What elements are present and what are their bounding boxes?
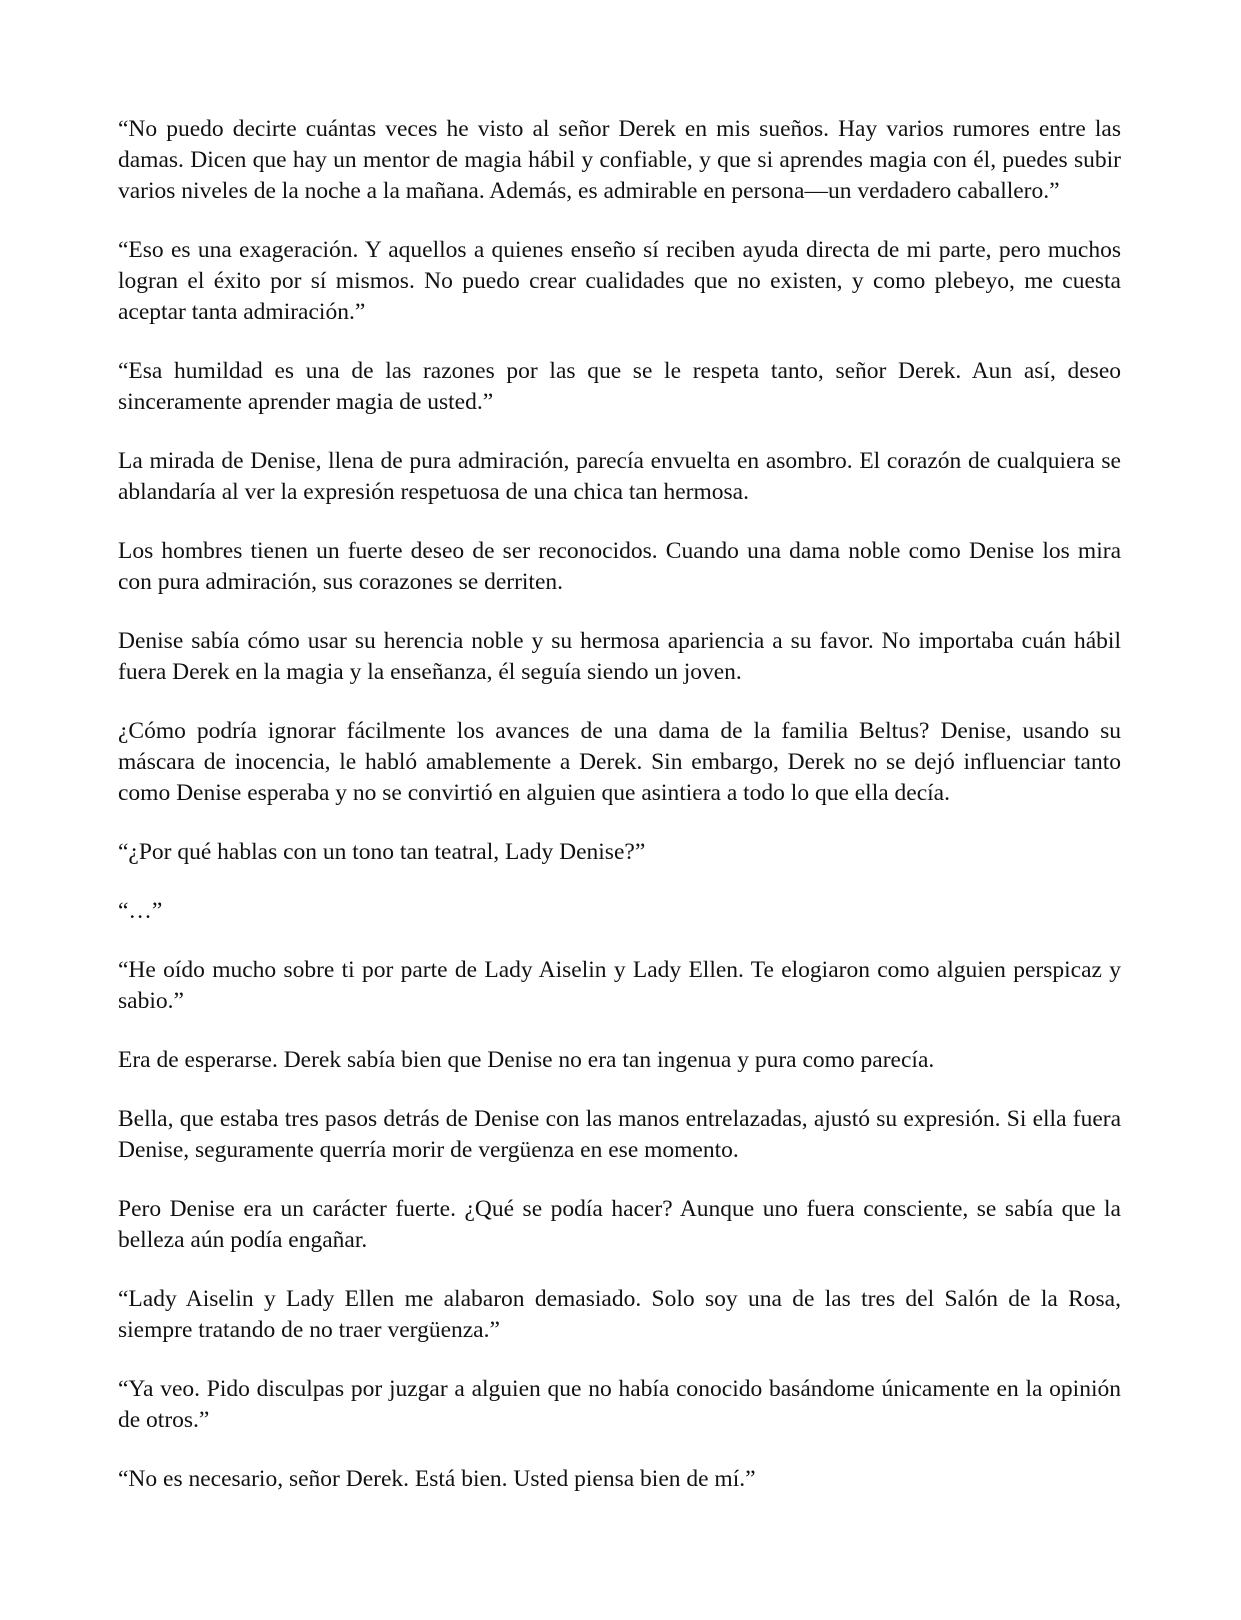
paragraph: “No es necesario, señor Derek. Está bien. Usted piensa bien de mí.” bbox=[118, 1466, 756, 1492]
paragraph: Pero Denise era un carácter fuerte. ¿Qué se podía hacer? Aunque uno fuera consciente, se sabía que la belleza aún podía engañar. bbox=[118, 1196, 1121, 1253]
paragraph: “Esa humildad es una de las razones por las que se le respeta tanto, señor Derek. Aun así, deseo sinceramente aprender magia de usted.” bbox=[118, 358, 1121, 415]
paragraph: Denise sabía cómo usar su herencia noble y su hermosa apariencia a su favor. No importaba cuán hábil fuera Derek en la magia y la enseñanza, él seguía siendo un joven. bbox=[118, 628, 1121, 685]
paragraph: “¿Por qué hablas con un tono tan teatral, Lady Denise?” bbox=[118, 839, 646, 865]
document-body bbox=[118, 114, 1121, 1523]
paragraph: Era de esperarse. Derek sabía bien que Denise no era tan ingenua y pura como parecía. bbox=[118, 1047, 935, 1073]
paragraph: “Ya veo. Pido disculpas por juzgar a alguien que no había conocido basándome únicamente en la opinión de otros.” bbox=[118, 1376, 1121, 1433]
paragraph: ¿Cómo podría ignorar fácilmente los avances de una dama de la familia Beltus? Denise, usando su máscara de inocencia, le habló amablemente a Derek. Sin embargo, Derek no se dejó influenciar tanto como Denise esperaba y no se convirtió en alguien que asintiera a todo lo que ella decía. bbox=[118, 718, 1121, 806]
paragraph: “Lady Aiselin y Lady Ellen me alabaron demasiado. Solo soy una de las tres del Salón de la Rosa, siempre tratando de no traer vergüenza.” bbox=[118, 1286, 1121, 1343]
paragraph: Los hombres tienen un fuerte deseo de ser reconocidos. Cuando una dama noble como Denise los mira con pura admiración, sus corazones se derriten. bbox=[118, 538, 1121, 595]
paragraph: “No puedo decirte cuántas veces he visto al señor Derek en mis sueños. Hay varios rumores entre las damas. Dicen que hay un mentor de magia hábil y confiable, y que si aprendes magia con él, puedes subir varios niveles de la noche a la mañana. Además, es admirable en persona—un verdadero caballero.” bbox=[118, 116, 1121, 204]
paragraph: “He oído mucho sobre ti por parte de Lady Aiselin y Lady Ellen. Te elogiaron como alguien perspicaz y sabio.” bbox=[118, 957, 1121, 1014]
paragraph: “…” bbox=[118, 898, 163, 924]
paragraph: Bella, que estaba tres pasos detrás de Denise con las manos entrelazadas, ajustó su expresión. Si ella fuera Denise, seguramente querría morir de vergüenza en ese momento. bbox=[118, 1106, 1121, 1163]
paragraph: “Eso es una exageración. Y aquellos a quienes enseño sí reciben ayuda directa de mi parte, pero muchos logran el éxito por sí mismos. No puedo crear cualidades que no existen, y como plebeyo, me cuesta aceptar tanta admiración.” bbox=[118, 237, 1121, 325]
paragraph: La mirada de Denise, llena de pura admiración, parecía envuelta en asombro. El corazón de cualquiera se ablandaría al ver la expresión respetuosa de una chica tan hermosa. bbox=[118, 448, 1121, 505]
